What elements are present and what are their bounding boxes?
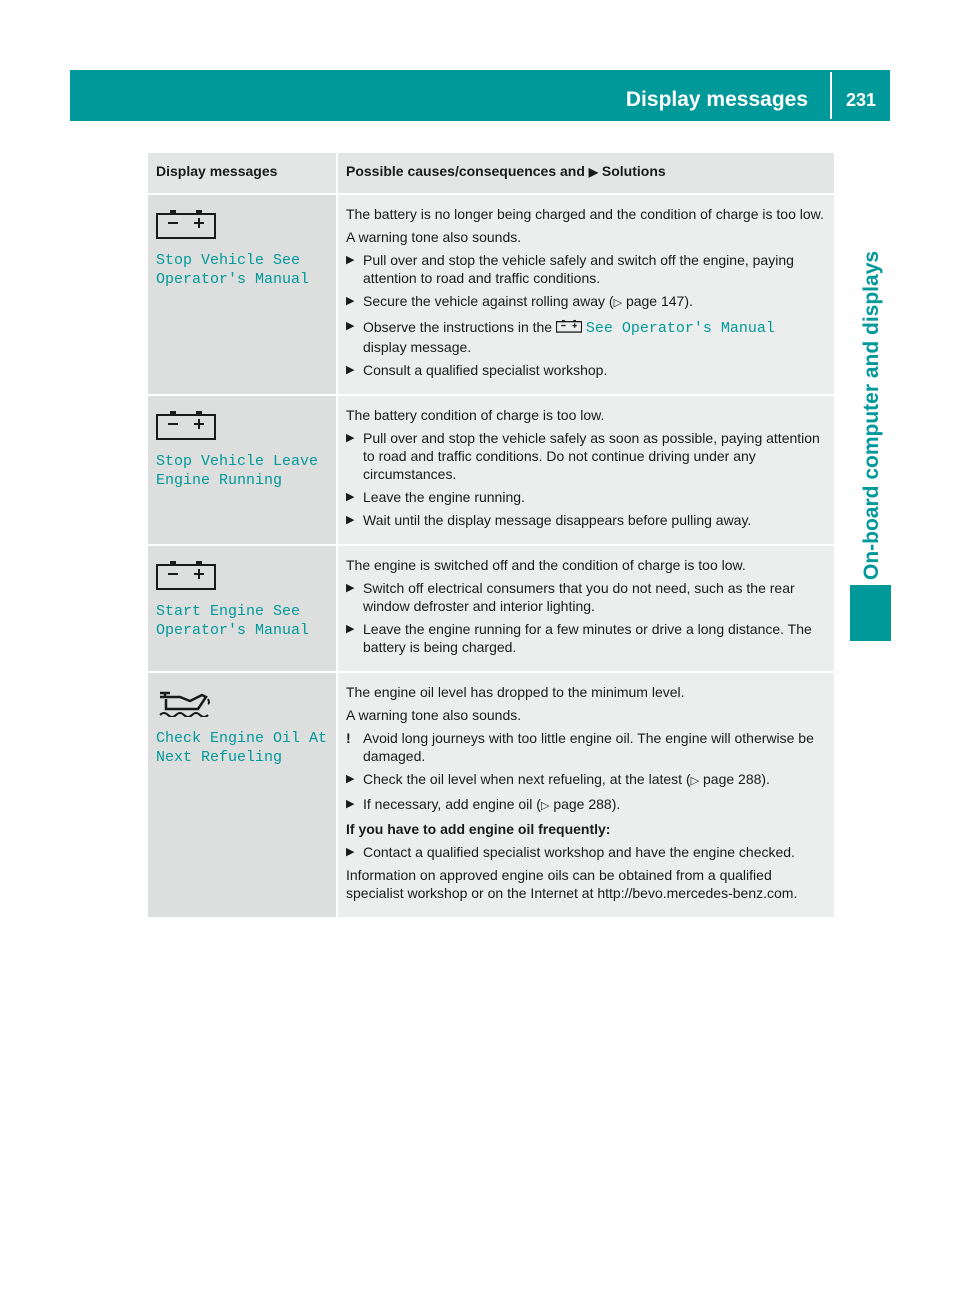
exclamation-icon: ! [346, 730, 351, 746]
cause-text: A warning tone also sounds. [346, 707, 522, 723]
step-item: ▶ If necessary, add engine oil (▷ page 288). [346, 796, 621, 812]
message-cell [148, 673, 338, 919]
display-messages-table [148, 153, 834, 919]
step-arrow-icon: ▶ [346, 295, 355, 307]
section-title: Display messages [625, 88, 808, 111]
step-arrow-icon: ▶ [346, 582, 355, 594]
battery-icon [156, 410, 216, 440]
step-item: ▶ Pull over and stop the vehicle safely and switch off the engine, paying attention to road and traffic conditions. [346, 252, 794, 286]
warning-note: ! Avoid long journeys with too little engine oil. The engine will otherwise be damaged. [346, 730, 814, 764]
step-item: ▶ Leave the engine running for a few minutes or drive a long distance. The battery is being charged. [346, 621, 812, 655]
step-arrow-icon: ▶ [346, 846, 355, 858]
battery-icon [556, 317, 582, 335]
header-bar [70, 70, 890, 121]
cause-text: The battery condition of charge is too low. [346, 407, 605, 423]
column-header-solutions-suffix: Solutions [601, 163, 666, 179]
step-arrow-icon: ▶ [346, 623, 355, 635]
message-cell [148, 396, 338, 546]
side-tab-marker [850, 585, 891, 641]
battery-icon [156, 560, 216, 590]
subheading: If you have to add engine oil frequently: [346, 821, 611, 837]
step-arrow-icon: ▶ [346, 773, 355, 785]
display-message-line: Check Engine Oil At [156, 730, 328, 747]
step-arrow-icon: ▶ [346, 514, 355, 526]
table-row [148, 195, 834, 396]
step-item: ▶ Observe the instructions in the See Operator's Manual display message. [346, 319, 775, 355]
table-row [148, 396, 834, 546]
cause-text: The engine is switched off and the condition of charge is too low. [346, 557, 746, 573]
step-arrow-icon: ▶ [346, 491, 355, 503]
column-header-solutions [338, 153, 834, 195]
step-item: ▶ Switch off electrical consumers that you do not need, such as the rear window defroster and interior lighting. [346, 580, 795, 614]
solution-cell [338, 673, 834, 919]
step-arrow-icon: ▶ [346, 254, 355, 266]
display-message-line: Engine Running [156, 472, 283, 489]
battery-icon [156, 209, 216, 239]
cause-text: A warning tone also sounds. [346, 229, 522, 245]
step-item: ▶ Leave the engine running. [346, 489, 525, 505]
display-message-line: Operator's Manual [156, 271, 310, 288]
message-cell [148, 195, 338, 396]
step-arrow-icon: ▶ [346, 432, 355, 444]
column-header-messages: Display messages [148, 153, 338, 195]
step-arrow-icon: ▶ [346, 364, 355, 376]
step-arrow-icon: ▶ [346, 798, 355, 810]
solution-cell [338, 396, 834, 546]
cause-text: The engine oil level has dropped to the minimum level. [346, 684, 685, 700]
display-message-line: Stop Vehicle Leave [156, 453, 319, 470]
table-row [148, 546, 834, 673]
page-reference-icon: ▷ [540, 800, 550, 812]
step-item: ▶ Pull over and stop the vehicle safely as soon as possible, paying attention to road and traffic conditions. Do not continue driving under any circumstances. [346, 430, 820, 482]
step-item: ▶ Contact a qualified specialist workshop and have the engine checked. [346, 844, 795, 860]
step-arrow-icon: ▶ [346, 320, 355, 332]
message-cell [148, 546, 338, 673]
table-row [148, 673, 834, 919]
page-reference-link[interactable]: page 288). [553, 796, 621, 812]
cause-text: The battery is no longer being charged and the condition of charge is too low. [346, 206, 824, 222]
page-reference-link[interactable]: page 288). [703, 771, 770, 787]
page-reference-icon: ▷ [613, 297, 623, 309]
display-message-line: Next Refueling [156, 749, 283, 766]
step-item: ▶ Secure the vehicle against rolling away (▷ page 147). [346, 293, 693, 309]
solution-cell [338, 195, 834, 396]
column-header-solutions-prefix: Possible causes/consequences and [346, 163, 585, 179]
display-message-line: Operator's Manual [156, 622, 310, 639]
display-message-line: Start Engine See [156, 603, 301, 620]
page-reference-link[interactable]: page 147). [625, 293, 693, 309]
step-item: ▶ Wait until the display message disappears before pulling away. [346, 512, 752, 528]
info-text: Information on approved engine oils can be obtained from a qualified specialist workshop or on the Internet at http://bevo.mercedes-benz.com. [346, 867, 798, 901]
solution-cell [338, 546, 834, 673]
display-message-line: Stop Vehicle See [156, 252, 301, 269]
step-item: ▶ Check the oil level when next refueling, at the latest (▷ page 288). [346, 771, 770, 787]
side-tab-label: On-board computer and displays [860, 250, 883, 580]
page-reference-icon: ▷ [690, 775, 700, 787]
oil-can-icon [156, 687, 216, 717]
step-item: ▶ Consult a qualified specialist workshop. [346, 362, 608, 378]
play-arrow-icon: ▶ [588, 165, 599, 179]
page-number: 231 [845, 90, 877, 110]
